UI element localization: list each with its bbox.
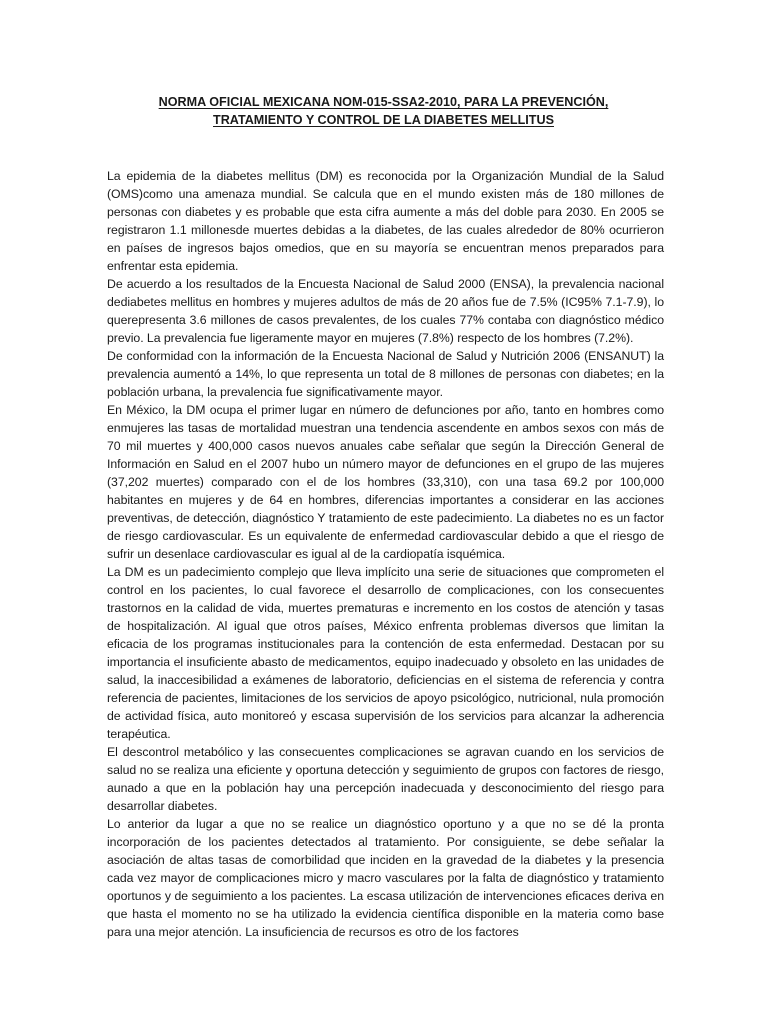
paragraph-7: Lo anterior da lugar a que no se realice un diagnóstico oportuno y a que no se dé la pronta incorporación de los pacientes detectados al tratamiento. Por consiguiente, se debe señalar la asociación de altas tasas de comorbilidad que inciden en la gravedad de la diabetes y la presencia cada vez mayor de complicaciones micro y macro vasculares por la falta de diagnóstico y tratamiento oportunos y de seguimiento a los pacientes. La escasa utilización de intervenciones eficaces deriva en que hasta el momento no se ha utilizado la evidencia científica disponible en la materia como base para una mejor atención. La insuficiencia de recursos es otro de los factores — [107, 817, 664, 939]
document-title — [100, 93, 667, 129]
paragraph-5: La DM es un padecimiento complejo que lleva implícito una serie de situaciones que comprometen el control en los pacientes, lo cual favorece el desarrollo de complicaciones, con los consecuentes trastornos en la calidad de vida, muertes prematuras e incremento en los costos de atención y tasas de hospitalización. Al igual que otros países, México enfrenta problemas diversos que limitan la eficacia de los programas institucionales para la contención de esta enfermedad. Destacan por su importancia el insuficiente abasto de medicamentos, equipo inadecuado y obsoleto en las unidades de salud, la inaccesibilidad a exámenes de laboratorio, deficiencias en el sistema de referencia y contra referencia de pacientes, limitaciones de los servicios de apoyo psicológico, nutricional, nula promoción de actividad física, auto monitoreó y escasa supervisión de los servicios para alcanzar la adherencia terapéutica. — [107, 565, 664, 741]
paragraph-1: La epidemia de la diabetes mellitus (DM) es reconocida por la Organización Mundial de la Salud (OMS)como una amenaza mundial. Se calcula que en el mundo existen más de 180 millones de personas con diabetes y es probable que esta cifra aumente a más del doble para 2030. En 2005 se registraron 1.1 millonesde muertes debidas a la diabetes, de las cuales alrededor de 80% ocurrieron en países de ingresos bajos omedios, que en su mayoría se encuentran menos preparados para enfrentar esta epidemia. — [107, 169, 664, 273]
paragraph-4: En México, la DM ocupa el primer lugar en número de defunciones por año, tanto en hombres como enmujeres las tasas de mortalidad muestran una tendencia ascendente en ambos sexos con más de 70 mil muertes y 400,000 casos nuevos anuales cabe señalar que según la Dirección General de Información en Salud en el 2007 hubo un número mayor de defunciones en el grupo de las mujeres (37,202 muertes) comparado con el de los hombres (33,310), con una tasa 69.2 por 100,000 habitantes en mujeres y de 64 en hombres, diferencias importantes a considerar en las acciones preventivas, de detección, diagnóstico Y tratamiento de este padecimiento. La diabetes no es un factor de riesgo cardiovascular. Es un equivalente de enfermedad cardiovascular debido a que el riesgo de sufrir un desenlace cardiovascular es igual al de la cardiopatía isquémica. — [107, 403, 664, 561]
paragraph-2: De acuerdo a los resultados de la Encuesta Nacional de Salud 2000 (ENSA), la prevalencia nacional dediabetes mellitus en hombres y mujeres adultos de más de 20 años fue de 7.5% (IC95% 7.1-7.9), lo querepresenta 3.6 millones de casos prevalentes, de los cuales 77% contaba con diagnóstico médico previo. La prevalencia fue ligeramente mayor en mujeres (7.8%) respecto de los hombres (7.2%). — [107, 277, 664, 345]
document-title-line-2: TRATAMIENTO Y CONTROL DE LA DIABETES MELLITUS — [213, 113, 554, 127]
paragraph-6: El descontrol metabólico y las consecuentes complicaciones se agravan cuando en los servicios de salud no se realiza una eficiente y oportuna detección y seguimiento de grupos con factores de riesgo, aunado a que en la población hay una percepción inadecuada y desconocimiento del riesgo para desarrollar diabetes. — [107, 745, 664, 813]
paragraph-3: De conformidad con la información de la Encuesta Nacional de Salud y Nutrición 2006 (ENSANUT) la prevalencia aumentó a 14%, lo que representa un total de 8 millones de personas con diabetes; en la población urbana, la prevalencia fue significativamente mayor. — [107, 349, 664, 399]
document-body — [107, 167, 664, 941]
document-title-line-1: NORMA OFICIAL MEXICANA NOM-015-SSA2-2010, PARA LA PREVENCIÓN, — [158, 95, 609, 109]
